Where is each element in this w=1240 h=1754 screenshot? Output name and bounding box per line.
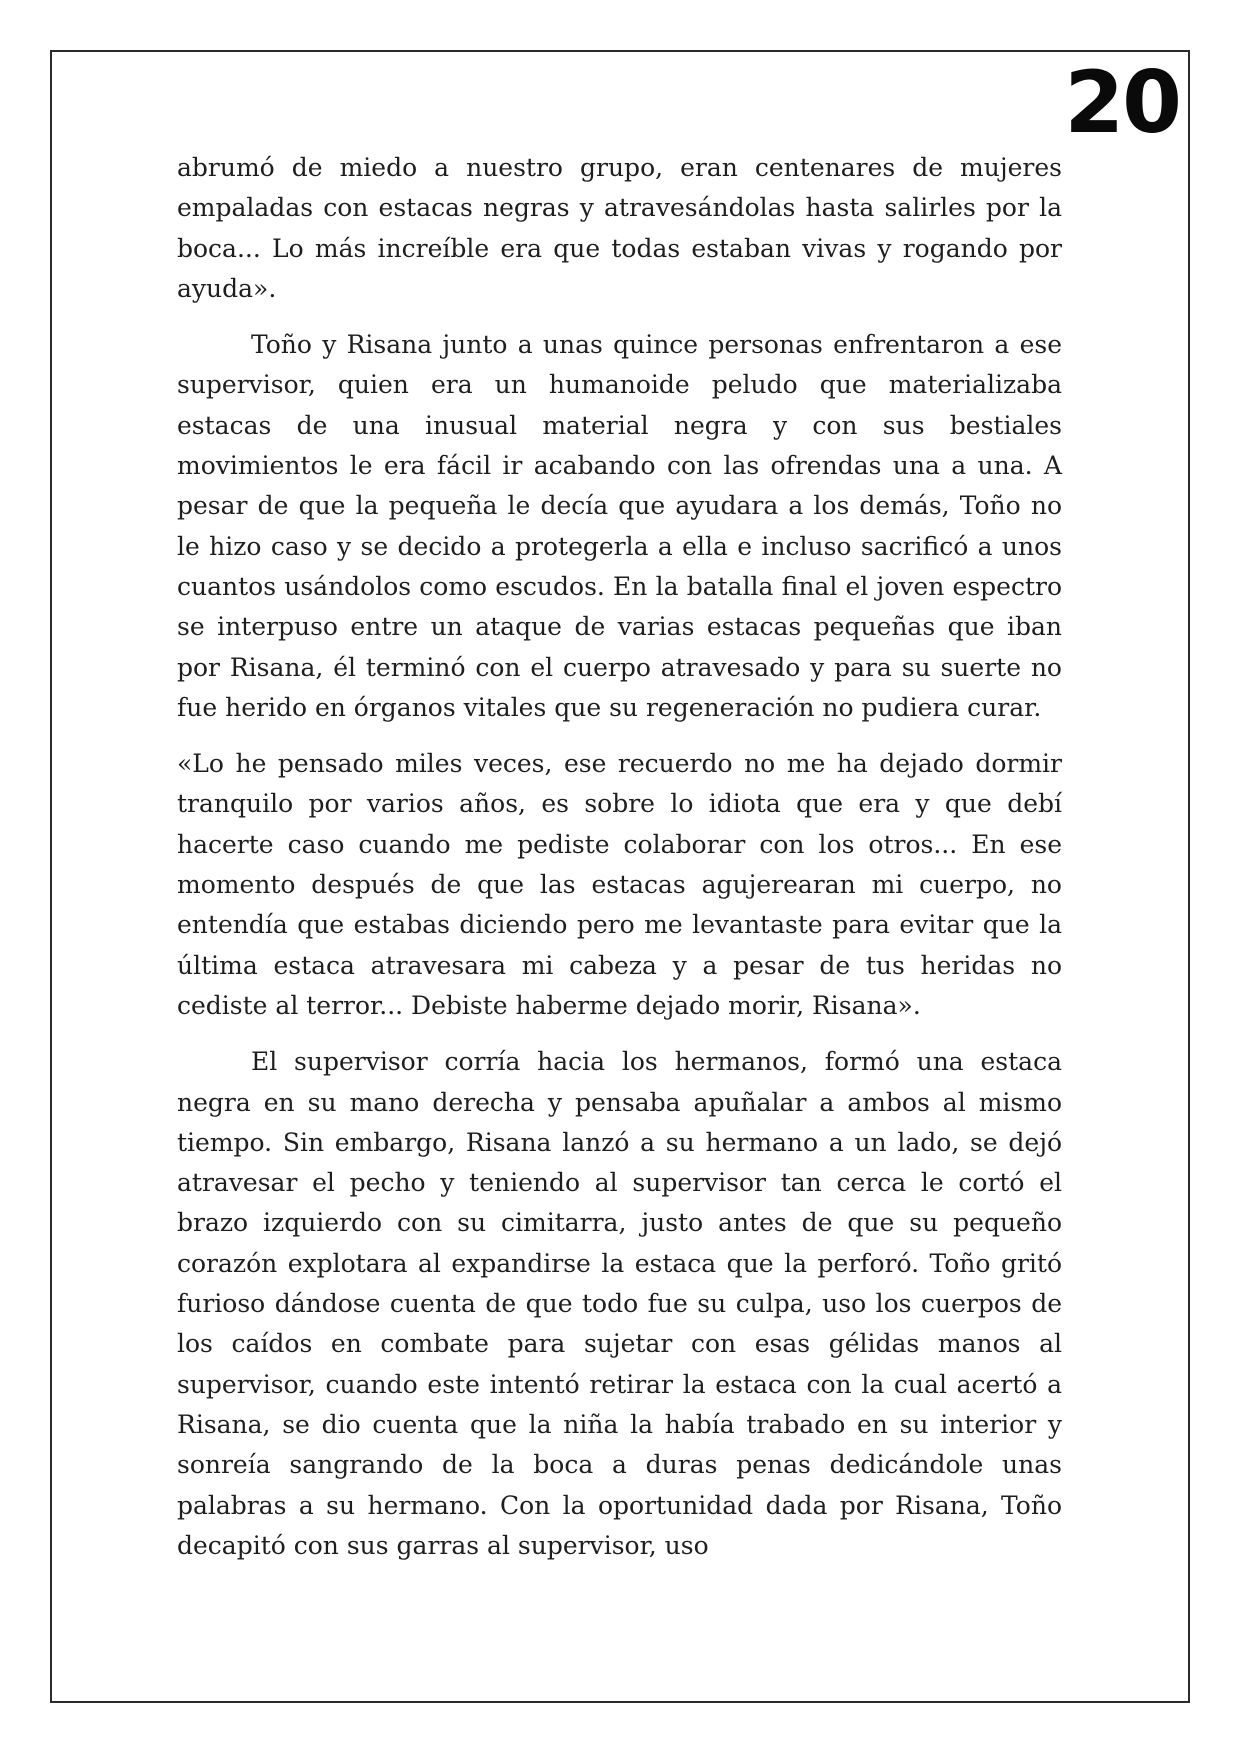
paragraph-3: «Lo he pensado miles veces, ese recuerdo no me ha dejado dormir tranquilo por varios años, es sobre lo idiota que era y que debí hacerte caso cuando me pediste colaborar con los otros... En ese momento después de que las estacas agujerearan mi cuerpo, no entendía que estabas diciendo pero me levantaste para evitar que la última estaca atravesara mi cabeza y a pesar de tus heridas no cediste al terror... Debiste haberme dejado morir, Risana». [177,749,1062,1020]
paragraph-4: El supervisor corría hacia los hermanos, formó una estaca negra en su mano derecha y pensaba apuñalar a ambos al mismo tiempo. Sin embargo, Risana lanzó a su hermano a un lado, se dejó atravesar el pecho y teniendo al supervisor tan cerca le cortó el brazo izquierdo con su cimitarra, justo antes de que su pequeño corazón explotara al expandirse la estaca que la perforó. Toño gritó furioso dándose cuenta de que todo fue su culpa, uso los cuerpos de los caídos en combate para sujetar con esas gélidas manos al supervisor, cuando este intentó retirar la estaca con la cual acertó a Risana, se dio cuenta que la niña la había trabado en su interior y sonreía sangrando de la boca a duras penas dedicándole unas palabras a su hermano. Con la oportunidad dada por Risana, Toño decapitó con sus garras al supervisor, uso [177,1047,1062,1560]
paragraph-2: Toño y Risana junto a unas quince personas enfrentaron a ese supervisor, quien era un humanoide peludo que materializaba estacas de una inusual material negra y con sus bestiales movimientos le era fácil ir acabando con las ofrendas una a una. A pesar de que la pequeña le decía que ayudara a los demás, Toño no le hizo caso y se decido a protegerla a ella e incluso sacrificó a unos cuantos usándolos como escudos. En la batalla final el joven espectro se interpuso entre un ataque de varias estacas pequeñas que iban por Risana, él terminó con el cuerpo atravesado y para su suerte no fue herido en órganos vitales que su regeneración no pudiera curar. [177,330,1062,722]
paragraph-1: abrumó de miedo a nuestro grupo, eran centenares de mujeres empaladas con estacas negras y atravesándolas hasta salirles por la boca... Lo más increíble era que todas estaban vivas y rogando por ayuda». [177,153,1062,303]
body-text [177,148,1062,1582]
page-number: 20 [1064,53,1180,153]
